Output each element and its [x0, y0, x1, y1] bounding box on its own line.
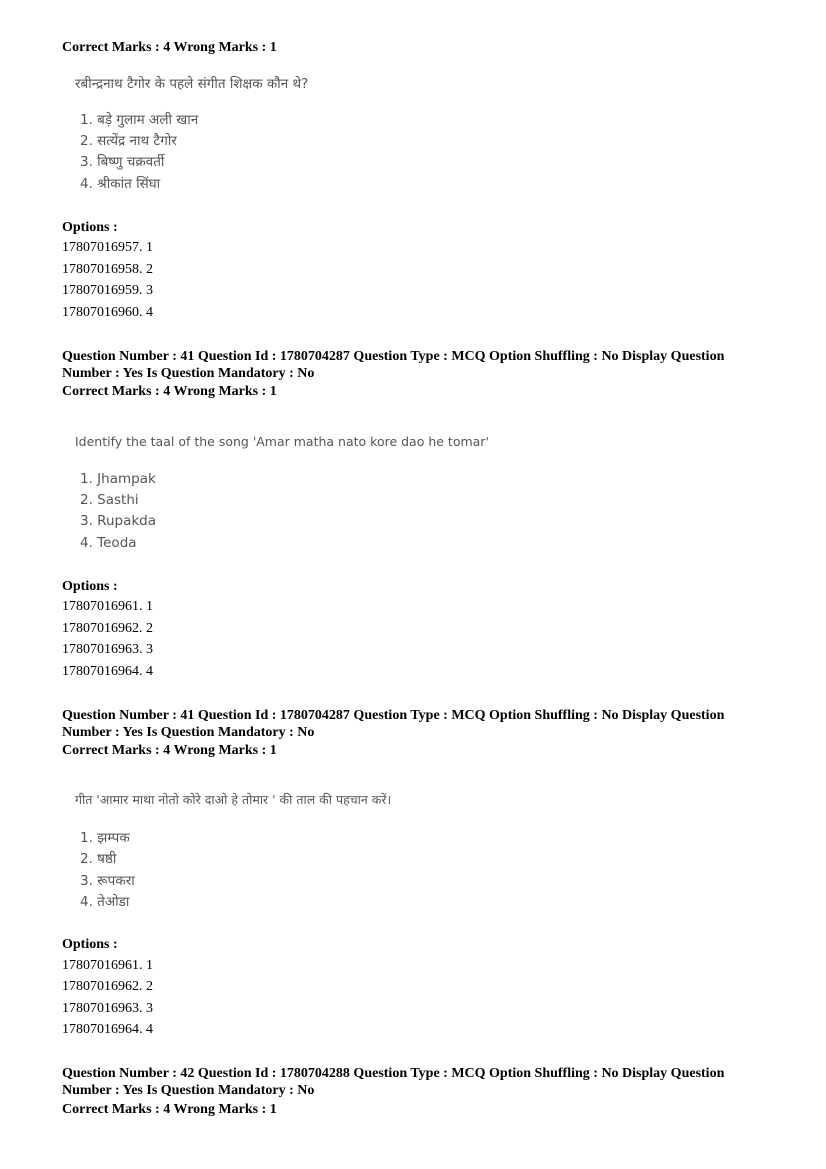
choice-item: 4. Teoda	[80, 535, 137, 551]
options-label: Options :	[62, 579, 118, 594]
marks-line: Correct Marks : 4 Wrong Marks : 1	[62, 40, 277, 55]
option-row: 17807016964. 4	[62, 664, 153, 679]
question-header: Number : Yes Is Question Mandatory : No	[62, 725, 315, 740]
choice-item: 2. सत्येंद्र नाथ टैगोर	[80, 133, 177, 149]
option-row: 17807016960. 4	[62, 305, 153, 320]
marks-line: Correct Marks : 4 Wrong Marks : 1	[62, 384, 277, 399]
option-row: 17807016958. 2	[62, 262, 153, 277]
option-row: 17807016963. 3	[62, 642, 153, 657]
marks-line: Correct Marks : 4 Wrong Marks : 1	[62, 743, 277, 758]
option-row: 17807016964. 4	[62, 1022, 153, 1037]
question-text: गीत 'आमार माथा नोतो कोरे दाओ हे तोमार ' की ताल की पहचान करें।	[75, 792, 392, 807]
question-header: Number : Yes Is Question Mandatory : No	[62, 1083, 315, 1098]
choice-item: 4. तेओडा	[80, 894, 130, 910]
option-row: 17807016962. 2	[62, 979, 153, 994]
choice-item: 3. रूपकरा	[80, 873, 135, 889]
choice-item: 4. श्रीकांत सिंघा	[80, 176, 161, 192]
question-text: Identify the taal of the song 'Amar matha nato kore dao he tomar'	[75, 434, 489, 449]
choice-item: 3. Rupakda	[80, 513, 157, 529]
question-header: Question Number : 41 Question Id : 1780704287 Question Type : MCQ Option Shuffling : No Display Question	[62, 349, 725, 364]
option-row: 17807016963. 3	[62, 1001, 153, 1016]
option-row: 17807016957. 1	[62, 240, 153, 255]
option-row: 17807016959. 3	[62, 283, 153, 298]
question-header: Number : Yes Is Question Mandatory : No	[62, 366, 315, 381]
choice-item: 1. Jhampak	[80, 471, 156, 487]
choice-item: 3. बिष्णु चक्रवर्ती	[80, 154, 165, 170]
choice-item: 1. झम्पक	[80, 830, 130, 846]
option-row: 17807016961. 1	[62, 958, 153, 973]
question-header: Question Number : 42 Question Id : 1780704288 Question Type : MCQ Option Shuffling : No Display Question	[62, 1066, 725, 1081]
choice-item: 2. Sasthi	[80, 492, 139, 508]
question-header: Question Number : 41 Question Id : 1780704287 Question Type : MCQ Option Shuffling : No Display Question	[62, 708, 725, 723]
option-row: 17807016962. 2	[62, 621, 153, 636]
choice-item: 1. बड़े गुलाम अली खान	[80, 112, 199, 128]
options-label: Options :	[62, 937, 118, 952]
marks-line: Correct Marks : 4 Wrong Marks : 1	[62, 1102, 277, 1117]
options-label: Options :	[62, 220, 118, 235]
question-text: रबीन्द्रनाथ टैगोर के पहले संगीत शिक्षक कौन थे?	[75, 76, 309, 92]
option-row: 17807016961. 1	[62, 599, 153, 614]
choice-item: 2. षष्ठी	[80, 851, 117, 867]
